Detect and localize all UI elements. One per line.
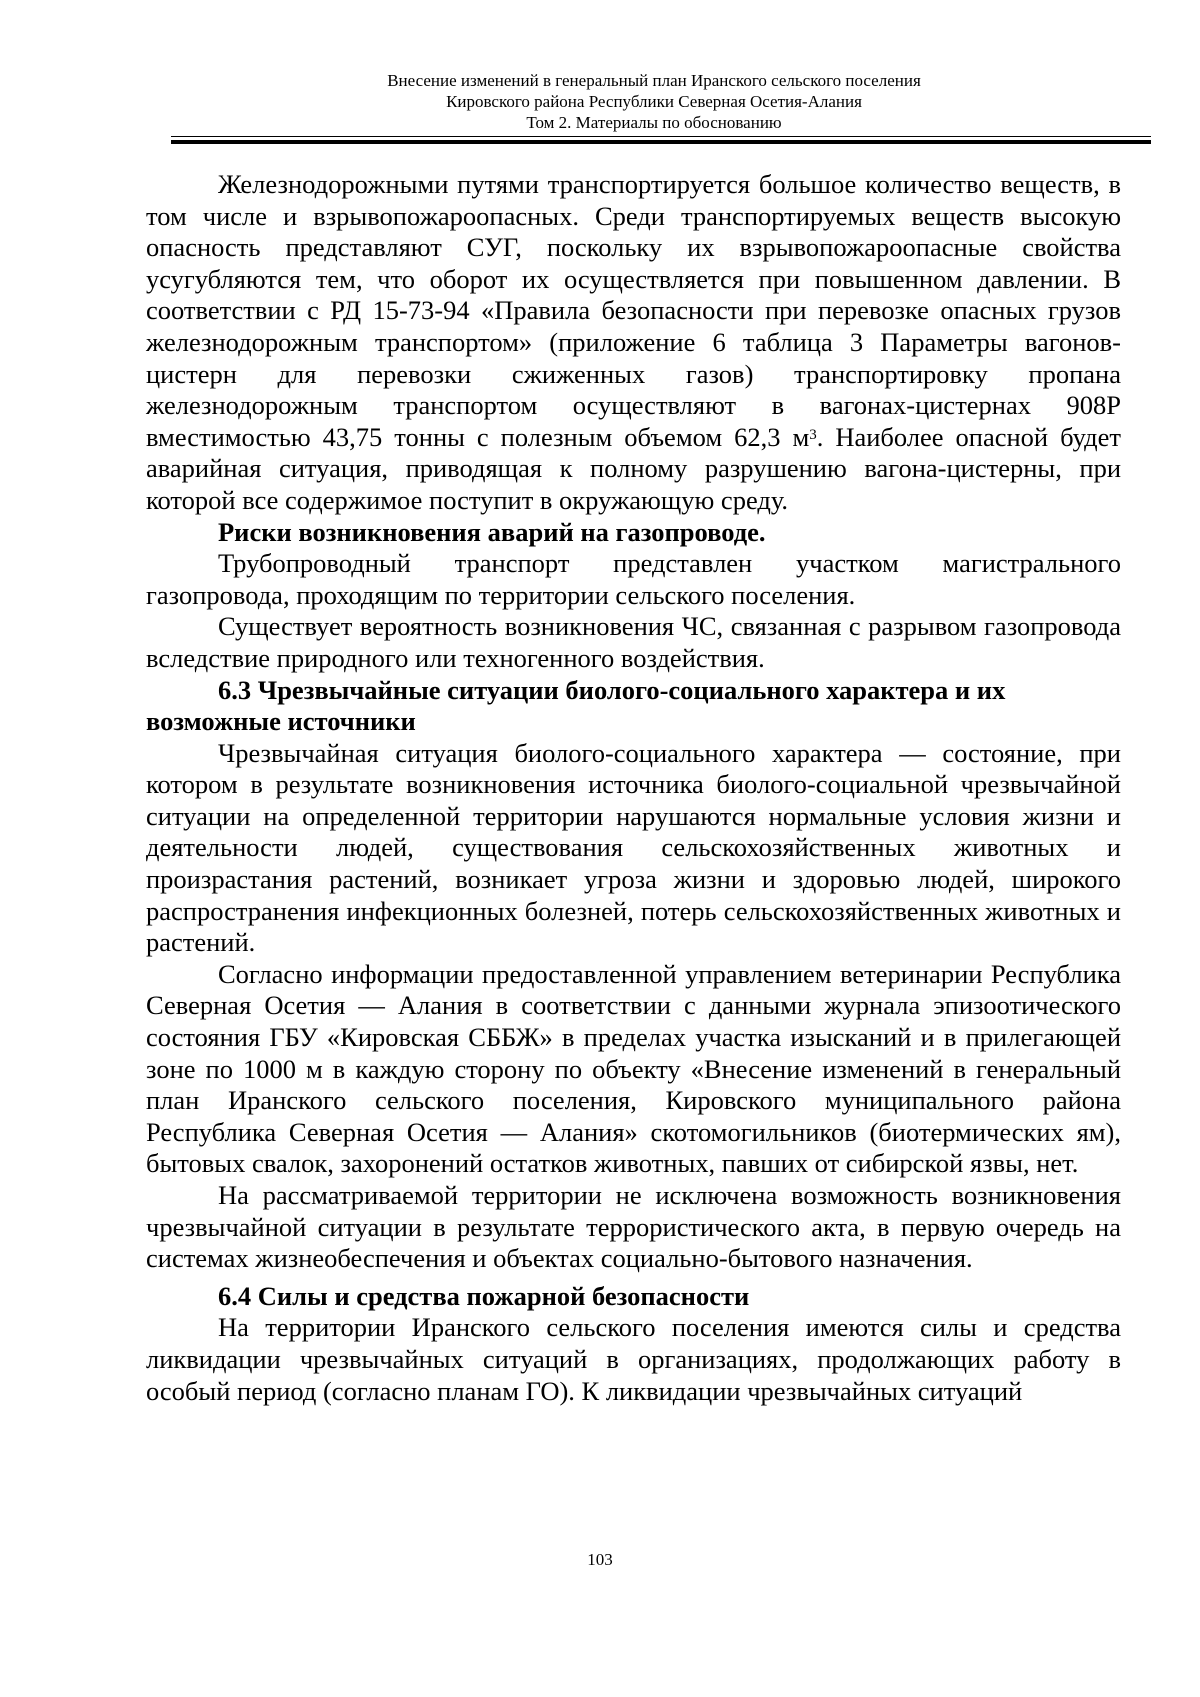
header-rule-thick — [171, 140, 1151, 144]
paragraph-railway — [146, 169, 1121, 517]
paragraph-fire-safety-forces: На территории Иранского сельского поселения имеются силы и средства ликвидации чрезвычайных ситуаций в организациях, продолжающих работу в особый период (согласно планам ГО). К ликвидации чрезвычайных ситуаций — [146, 1312, 1121, 1406]
heading-section-6-3: 6.3 Чрезвычайные ситуации биолого-социального характера и их возможные источники — [146, 674, 1006, 737]
page-number: 103 — [587, 1550, 613, 1569]
page-body — [146, 169, 1121, 1407]
header-rule-thin — [171, 136, 1151, 137]
heading-gas-pipeline-risks: Риски возникновения аварий на газопроводе. — [218, 516, 766, 547]
heading-section-6-4: 6.4 Силы и средства пожарной безопасности — [218, 1280, 750, 1311]
header-line-1: Внесение изменений в генеральный план Иранского сельского поселения — [387, 71, 921, 90]
header-line-3: Том 2. Материалы по обоснованию — [526, 113, 782, 132]
paragraph-railway-text-b: . Наиболее опасной будет аварийная ситуация, приводящая к полному разрушению вагона-цистерны, при которой все содержимое поступит в окружающую среду. — [146, 421, 1121, 515]
header-line-2: Кировского района Республики Северная Осетия-Алания — [446, 92, 862, 111]
paragraph-veterinary-info: Согласно информации предоставленной управлением ветеринарии Республика Северная Осетия — Алания в соответствии с данными журнала эпизоотического состояния ГБУ «Кировская СББЖ» в пределах участка изысканий и в прилегающей зоне по 1000 м в каждую сторону по объекту «Внесение изменений в генеральный план Иранского сельского поселения, Кировского муниципального района Республика Северная Осетия — Алания» скотомогильников (биотермических ям), бытовых свалок, захоронений остатков животных, павших от сибирской язвы, нет. — [146, 958, 1121, 1179]
paragraph-terrorism: На рассматриваемой территории не исключена возможность возникновения чрезвычайной ситуации в результате террористического акта, в первую очередь на системах жизнеобеспечения и объектах социально-бытового назначения. — [146, 1180, 1121, 1274]
page-header — [171, 70, 1137, 133]
paragraph-pipeline-rupture: Существует вероятность возникновения ЧС, связанная с разрывом газопровода вследствие природного или техногенного воздействия. — [146, 611, 1121, 673]
superscript-cubic: 3 — [809, 426, 817, 443]
paragraph-pipeline-transport: Трубопроводный транспорт представлен участком магистрального газопровода, проходящим по территории сельского поселения. — [146, 548, 1121, 610]
paragraph-bio-social-definition: Чрезвычайная ситуация биолого-социального характера — состояние, при котором в результате возникновения источника биолого-социальной чрезвычайной ситуации на определенной территории нарушаются нормальные условия жизни и деятельности людей, существования сельскохозяйственных животных и произрастания растений, возникает угроза жизни и здоровью людей, широкого распространения инфекционных болезней, потерь сельскохозяйственных животных и растений. — [146, 737, 1121, 958]
paragraph-railway-text-a: Железнодорожными путями транспортируется большое количество веществ, в том числе и взрывопожароопасных. Среди транспортируемых веществ высокую опасность представляют СУГ, поскольку их взрывопожароопасные свойства усугубляются тем, что оборот их осуществляется при повышенном давлении. В соответствии с РД 15-73-94 «Правила безопасности при перевозке опасных грузов железнодорожным транспортом» (приложение 6 таблица 3 Параметры вагонов-цистерн для перевозки сжиженных газов) транспортировку пропана железнодорожным транспортом осуществляют в вагонах-цистернах 908Р вместимостью 43,75 тонны с полезным объемом 62,3 м — [146, 169, 1121, 452]
